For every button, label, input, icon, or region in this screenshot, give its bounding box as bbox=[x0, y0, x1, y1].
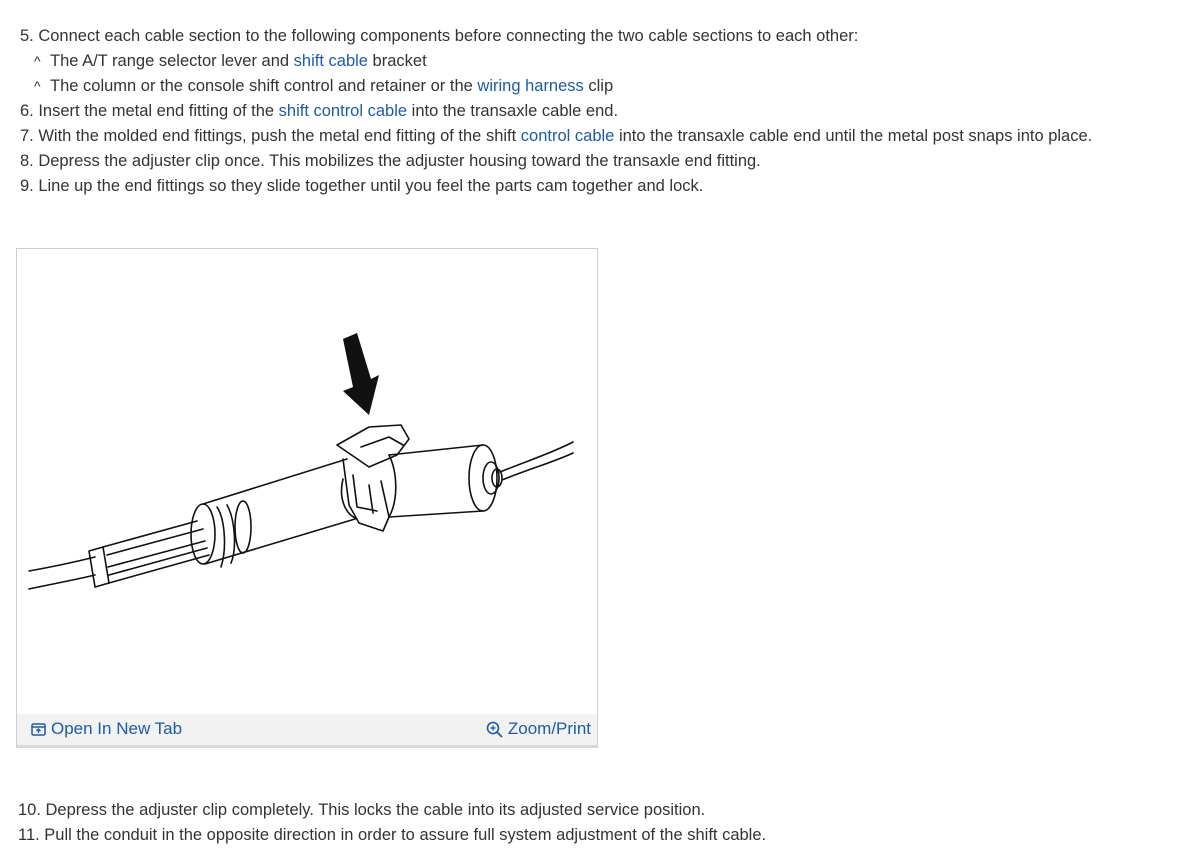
figure-panel bbox=[16, 248, 598, 748]
open-new-tab-icon bbox=[31, 723, 46, 736]
glossary-link[interactable]: shift cable bbox=[293, 52, 368, 70]
instruction-steps-continued bbox=[18, 798, 766, 848]
step-text: 9. Line up the end fittings so they slide together until you feel the parts cam together and lock. bbox=[20, 177, 704, 195]
step-text: into the transaxle cable end. bbox=[407, 102, 619, 120]
zoom-print-button[interactable] bbox=[486, 719, 591, 739]
sub-step-item bbox=[20, 49, 1092, 74]
step-item bbox=[20, 24, 1092, 49]
step-text: 7. With the molded end fittings, push the metal end fitting of the shift bbox=[20, 127, 521, 145]
glossary-link[interactable]: control cable bbox=[520, 127, 615, 145]
step-text: 6. Insert the metal end fitting of the bbox=[20, 102, 279, 120]
open-in-new-tab-label: Open In New Tab bbox=[51, 719, 183, 738]
indicator-arrow bbox=[343, 333, 379, 415]
step-item: 11. Pull the conduit in the opposite direction in order to assure full system adjustment of the shift cable. bbox=[18, 826, 767, 844]
glossary-link[interactable]: shift control cable bbox=[278, 102, 408, 120]
step-text: bracket bbox=[367, 52, 427, 70]
glossary-link[interactable]: wiring harness bbox=[477, 77, 584, 95]
bullet-caret: ^ bbox=[34, 53, 41, 69]
step-text: 5. Connect each cable section to the following components before connecting the two cable sections to each other: bbox=[20, 27, 859, 45]
step-text: clip bbox=[583, 77, 614, 95]
step-item: 10. Depress the adjuster clip completely. This locks the cable into its adjusted service position. bbox=[18, 801, 706, 819]
open-in-new-tab-button[interactable] bbox=[31, 719, 182, 739]
figure-toolbar bbox=[17, 714, 597, 745]
bullet-caret: ^ bbox=[34, 78, 41, 94]
step-item bbox=[20, 174, 1092, 199]
step-text: 8. Depress the adjuster clip once. This mobilizes the adjuster housing toward the transaxle end fitting. bbox=[20, 152, 761, 170]
instruction-steps bbox=[20, 24, 1092, 199]
step-item bbox=[20, 99, 1092, 124]
cable-adjuster-illustration bbox=[17, 249, 597, 715]
step-item bbox=[20, 124, 1092, 149]
zoom-plus-icon bbox=[486, 721, 503, 738]
step-item bbox=[20, 149, 1092, 174]
step-text: The column or the console shift control and retainer or the bbox=[50, 77, 478, 95]
step-text: The A/T range selector lever and bbox=[50, 52, 294, 70]
sub-step-item bbox=[20, 74, 1092, 99]
step-text: into the transaxle cable end until the metal post snaps into place. bbox=[614, 127, 1093, 145]
zoom-print-label: Zoom/Print bbox=[507, 719, 591, 738]
